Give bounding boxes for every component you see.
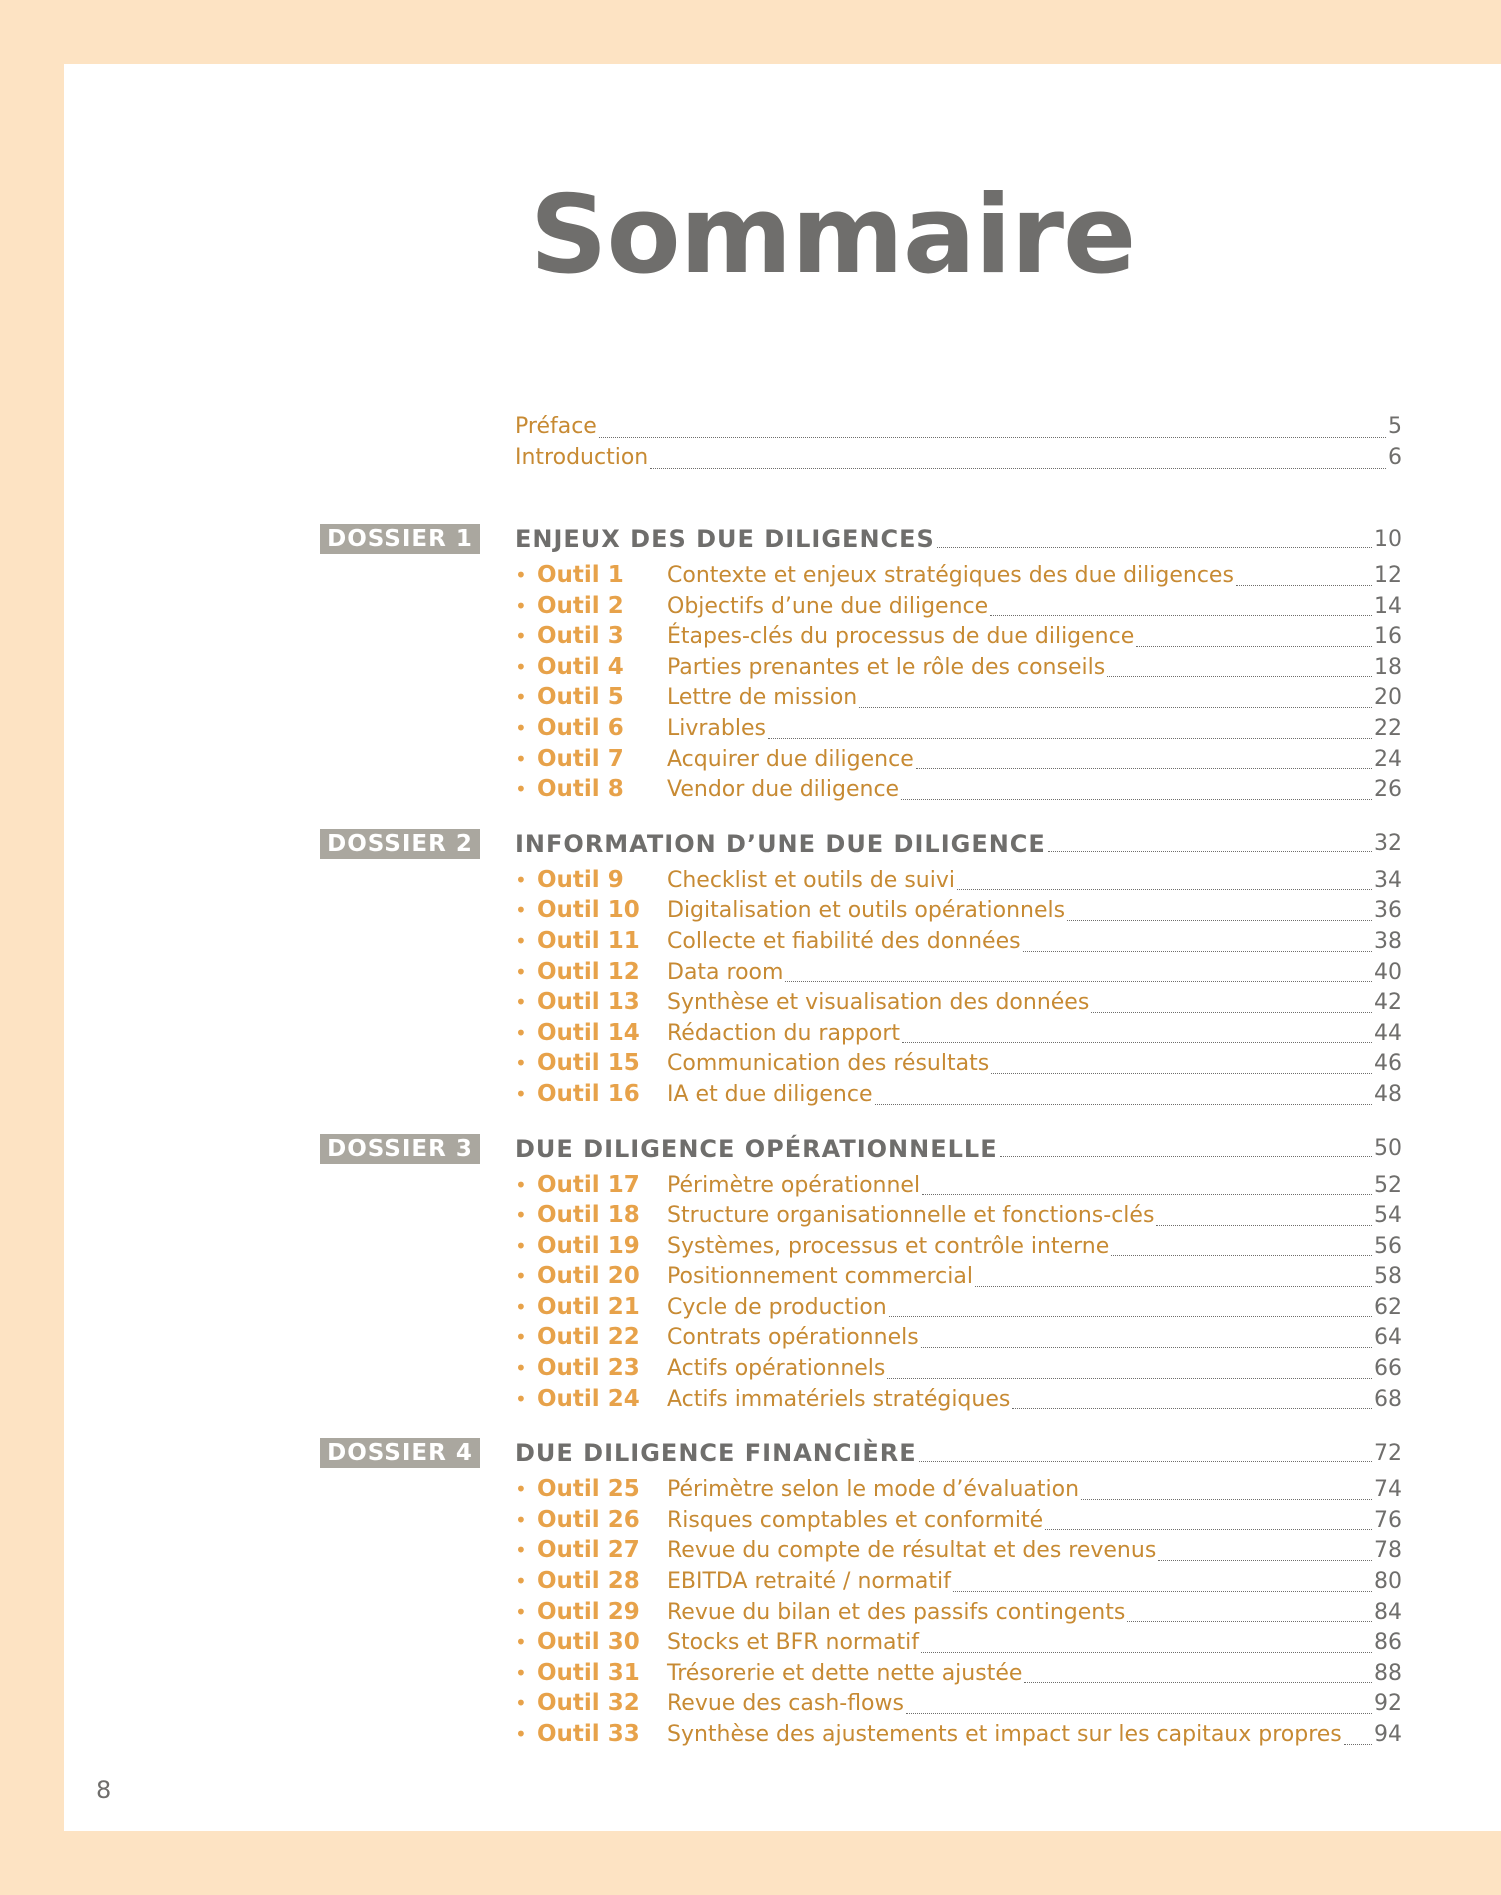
dossier-title: DUE DILIGENCE FINANCIÈRE [515,1439,917,1468]
dot-leader [1344,1744,1372,1745]
bullet-icon: • [515,867,527,892]
front-matter-list [320,414,1402,476]
tool-number: Outil 26 [537,1506,640,1533]
dot-leader [975,1286,1372,1287]
tool-number: Outil 17 [537,1171,640,1198]
dossier-badge: DOSSIER 4 [320,1438,480,1468]
dot-leader [768,738,1372,739]
tool-number: Outil 7 [537,745,624,772]
bullet-icon: • [515,1386,527,1411]
dossier-title: INFORMATION D’UNE DUE DILIGENCE [515,829,1046,858]
tool-page: 86 [1374,1630,1402,1656]
dossier-heading[interactable] [320,1430,1402,1476]
tool-page: 80 [1374,1569,1402,1595]
tool-page: 16 [1374,624,1402,650]
tool-number: Outil 33 [537,1721,640,1747]
dot-leader [902,1042,1372,1043]
dossier-heading[interactable] [320,1126,1402,1172]
tool-title: Systèmes, processus et contrôle interne [667,1233,1110,1259]
dot-leader [919,1461,1372,1462]
bullet-icon: • [515,959,527,984]
tool-page: 18 [1374,654,1402,680]
bullet-icon: • [515,1264,527,1289]
tool-title: Synthèse et visualisation des données [667,990,1090,1016]
bullet-icon: • [515,1051,527,1076]
dot-leader [957,889,1372,890]
tool-list [320,867,1402,1112]
tool-page: 26 [1374,777,1402,803]
dot-leader [1081,1499,1372,1500]
tool-title: Objectifs d’une due diligence [667,593,989,619]
dot-leader [1048,851,1372,852]
dossier-section [320,1430,1402,1751]
tool-number: Outil 14 [537,1019,640,1046]
bullet-icon: • [515,624,527,649]
tool-number: Outil 9 [537,866,624,893]
toc-entry[interactable] [515,776,1402,807]
toc-entry[interactable] [515,593,1402,624]
tool-page: 68 [1374,1386,1402,1412]
tool-page: 48 [1374,1081,1402,1107]
dot-leader [906,1713,1372,1714]
tool-title: Stocks et BFR normatif [667,1630,919,1656]
tool-title: Synthèse des ajustements et impact sur les capitaux propres [667,1722,1342,1747]
toc-entry[interactable] [515,1233,1402,1264]
dot-leader [650,468,1386,469]
dot-leader [901,799,1372,800]
toc-entry[interactable] [515,1294,1402,1325]
dot-leader [1023,951,1372,952]
bullet-icon: • [515,1172,527,1197]
tool-page: 42 [1374,990,1402,1016]
toc-entry-label: Introduction [515,445,649,470]
dot-leader [916,768,1372,769]
dot-leader [991,1073,1372,1074]
tool-page: 24 [1374,746,1402,772]
tool-title: Collecte et fiabilité des données [667,928,1021,954]
tool-title: EBITDA retraité / normatif [667,1569,951,1595]
tool-title: Actifs opérationnels [667,1356,886,1382]
tool-page: 34 [1374,867,1402,893]
toc-entry[interactable] [515,1599,1402,1630]
dot-leader [1091,1012,1372,1013]
tool-page: 92 [1374,1691,1402,1717]
dossier-section [320,821,1402,1112]
toc-entry[interactable] [515,746,1402,777]
toc-entry[interactable] [515,1690,1402,1721]
dossier-badge: DOSSIER 2 [320,829,480,859]
tool-page: 52 [1374,1172,1402,1198]
dossier-section [320,516,1402,807]
bullet-icon: • [515,1325,527,1350]
toc-entry[interactable] [515,1476,1402,1507]
dossier-page: 72 [1374,1440,1402,1466]
tool-number: Outil 3 [537,623,624,650]
tool-page: 66 [1374,1356,1402,1382]
tool-title: Structure organisationnelle et fonctions-clés [667,1203,1155,1229]
toc-entry[interactable] [515,1172,1402,1203]
dossier-badge: DOSSIER 1 [320,524,480,554]
tool-title: Contrats opérationnels [667,1325,919,1351]
tool-title: Livrables [667,715,766,741]
toc-entry[interactable] [515,1050,1402,1081]
bullet-icon: • [515,685,527,710]
tool-page: 78 [1374,1538,1402,1564]
tool-number: Outil 2 [537,592,624,619]
dossier-section [320,1126,1402,1417]
tool-title: Parties prenantes et le rôle des conseils [667,654,1106,680]
bullet-icon: • [515,1722,527,1746]
toc-entry[interactable] [515,928,1402,959]
dot-leader [785,981,1372,982]
tool-title: Rédaction du rapport [667,1020,900,1046]
bullet-icon: • [515,928,527,953]
tool-number: Outil 13 [537,989,640,1016]
tool-number: Outil 4 [537,653,624,680]
tool-title: Acquirer due diligence [667,746,914,772]
tool-number: Outil 5 [537,684,624,711]
toc-entry[interactable] [515,1507,1402,1538]
tool-title: Revue du bilan et des passifs contingents [667,1599,1126,1625]
bullet-icon: • [515,1233,527,1258]
tool-list [320,562,1402,807]
tool-number: Outil 28 [537,1568,640,1595]
bullet-icon: • [515,1356,527,1381]
toc-entry[interactable] [515,1537,1402,1568]
tool-page: 94 [1374,1722,1402,1747]
dot-leader [922,1194,1372,1195]
bullet-icon: • [515,1203,527,1228]
tool-number: Outil 16 [537,1080,640,1107]
page-number: 8 [96,1776,112,1804]
bullet-icon: • [515,1294,527,1319]
bullet-icon: • [515,1569,527,1594]
tool-number: Outil 10 [537,897,640,924]
tool-title: Cycle de production [667,1294,887,1320]
dot-leader [887,1378,1372,1379]
bullet-icon: • [515,1660,527,1685]
tool-title: Trésorerie et dette nette ajustée [667,1660,1023,1686]
toc-entry[interactable] [515,654,1402,685]
tool-number: Outil 31 [537,1659,640,1686]
toc-entry-page: 5 [1388,414,1402,439]
tool-number: Outil 29 [537,1598,640,1625]
dot-leader [1024,1682,1372,1683]
dot-leader [953,1591,1372,1592]
tool-page: 46 [1374,1051,1402,1077]
tool-page: 40 [1374,959,1402,985]
bullet-icon: • [515,1599,527,1624]
tool-page: 74 [1374,1477,1402,1503]
tool-title: Vendor due diligence [667,777,900,803]
tool-number: Outil 30 [537,1629,640,1656]
tool-list [320,1476,1402,1751]
tool-page: 38 [1374,928,1402,954]
toc-entry-page: 6 [1388,445,1402,470]
tool-number: Outil 6 [537,714,624,741]
toc-entry[interactable] [515,1324,1402,1355]
toc-entry[interactable] [515,1202,1402,1233]
tool-number: Outil 27 [537,1537,640,1564]
toc-entry[interactable] [515,959,1402,990]
dossier-heading[interactable] [320,516,1402,562]
tool-title: Digitalisation et outils opérationnels [667,898,1066,924]
dot-leader [1127,1621,1372,1622]
dot-leader [1045,1529,1372,1530]
tool-title: Périmètre selon le mode d’évaluation [667,1477,1080,1503]
toc-entry-label: Préface [515,414,597,439]
dossier-title: ENJEUX DES DUE DILIGENCES [515,525,935,553]
dot-leader [937,547,1372,548]
dossier-heading[interactable] [320,821,1402,867]
table-of-contents [320,414,1402,1766]
dossier-title: DUE DILIGENCE OPÉRATIONNELLE [515,1134,998,1163]
toc-entry[interactable] [515,989,1402,1020]
tool-page: 56 [1374,1233,1402,1259]
tool-title: Lettre de mission [667,685,858,711]
dossier-badge: DOSSIER 3 [320,1134,480,1164]
tool-title: IA et due diligence [667,1081,873,1107]
dossier-list [320,516,1402,1752]
tool-page: 14 [1374,593,1402,619]
bullet-icon: • [515,777,527,802]
bullet-icon: • [515,898,527,923]
page-title: Sommaire [529,173,1136,298]
tool-page: 62 [1374,1294,1402,1320]
bullet-icon: • [515,1538,527,1563]
tool-page: 22 [1374,715,1402,741]
tool-page: 64 [1374,1325,1402,1351]
bullet-icon: • [515,1020,527,1045]
toc-entry[interactable] [515,562,1402,593]
toc-entry[interactable] [515,414,1402,445]
dot-leader [1158,1560,1372,1561]
dossier-page: 32 [1374,831,1402,857]
tool-page: 54 [1374,1203,1402,1229]
tool-title: Communication des résultats [667,1051,990,1077]
bullet-icon: • [515,746,527,771]
dot-leader [599,437,1386,438]
toc-entry[interactable] [515,1263,1402,1294]
dot-leader [1111,1255,1372,1256]
tool-number: Outil 18 [537,1202,640,1229]
tool-title: Revue du compte de résultat et des revenus [667,1538,1157,1564]
bullet-icon: • [515,654,527,679]
tool-number: Outil 24 [537,1385,640,1412]
dot-leader [875,1104,1373,1105]
tool-number: Outil 20 [537,1263,640,1290]
toc-entry[interactable] [515,1660,1402,1691]
tool-number: Outil 23 [537,1355,640,1382]
tool-number: Outil 12 [537,958,640,985]
bullet-icon: • [515,990,527,1015]
toc-entry[interactable] [515,445,1402,476]
toc-entry[interactable] [515,1386,1402,1417]
tool-page: 20 [1374,685,1402,711]
tool-title: Périmètre opérationnel [667,1172,921,1198]
tool-number: Outil 21 [537,1293,640,1320]
dot-leader [1107,676,1372,677]
dot-leader [1067,920,1372,921]
dossier-page: 10 [1374,526,1402,552]
tool-page: 36 [1374,898,1402,924]
toc-entry[interactable] [515,1081,1402,1112]
tool-number: Outil 11 [537,927,640,954]
toc-entry[interactable] [515,684,1402,715]
bullet-icon: • [515,1507,527,1532]
tool-title: Étapes-clés du processus de due diligence [667,624,1135,650]
toc-entry[interactable] [515,1721,1402,1752]
tool-number: Outil 19 [537,1232,640,1259]
tool-page: 44 [1374,1020,1402,1046]
tool-number: Outil 15 [537,1050,640,1077]
tool-page: 76 [1374,1507,1402,1533]
bullet-icon: • [515,1477,527,1502]
tool-title: Data room [667,959,784,985]
bullet-icon: • [515,1691,527,1716]
dot-leader [921,1347,1372,1348]
toc-entry[interactable] [515,1568,1402,1599]
tool-title: Actifs immatériels stratégiques [667,1386,1011,1412]
bullet-icon: • [515,1630,527,1655]
dot-leader [990,615,1372,616]
dot-leader [921,1652,1372,1653]
tool-title: Risques comptables et conformité [667,1507,1044,1533]
tool-page: 58 [1374,1264,1402,1290]
toc-entry[interactable] [515,1629,1402,1660]
toc-entry[interactable] [515,1020,1402,1051]
toc-entry[interactable] [515,867,1402,898]
toc-entry[interactable] [515,1355,1402,1386]
tool-page: 88 [1374,1660,1402,1686]
tool-title: Contexte et enjeux stratégiques des due diligences [667,563,1234,588]
dot-leader [1000,1156,1372,1157]
dot-leader [859,707,1372,708]
tool-page: 84 [1374,1599,1402,1625]
bullet-icon: • [515,715,527,740]
dot-leader [1236,585,1372,586]
tool-number: Outil 25 [537,1476,640,1503]
tool-title: Checklist et outils de suivi [667,867,955,893]
toc-entry[interactable] [515,897,1402,928]
dossier-page: 50 [1374,1136,1402,1161]
dot-leader [1156,1225,1372,1226]
tool-title: Positionnement commercial [667,1264,973,1290]
bullet-icon: • [515,1081,527,1106]
bullet-icon: • [515,563,527,587]
dot-leader [1136,646,1372,647]
toc-entry[interactable] [515,623,1402,654]
tool-number: Outil 22 [537,1324,640,1351]
page [64,64,1501,1831]
tool-number: Outil 32 [537,1690,640,1717]
tool-list [320,1172,1402,1417]
bullet-icon: • [515,593,527,618]
dot-leader [889,1316,1372,1317]
tool-number: Outil 1 [537,562,624,588]
dot-leader [1012,1408,1372,1409]
tool-page: 12 [1374,563,1402,588]
toc-entry[interactable] [515,715,1402,746]
tool-title: Revue des cash-flows [667,1691,904,1717]
tool-number: Outil 8 [537,776,624,803]
